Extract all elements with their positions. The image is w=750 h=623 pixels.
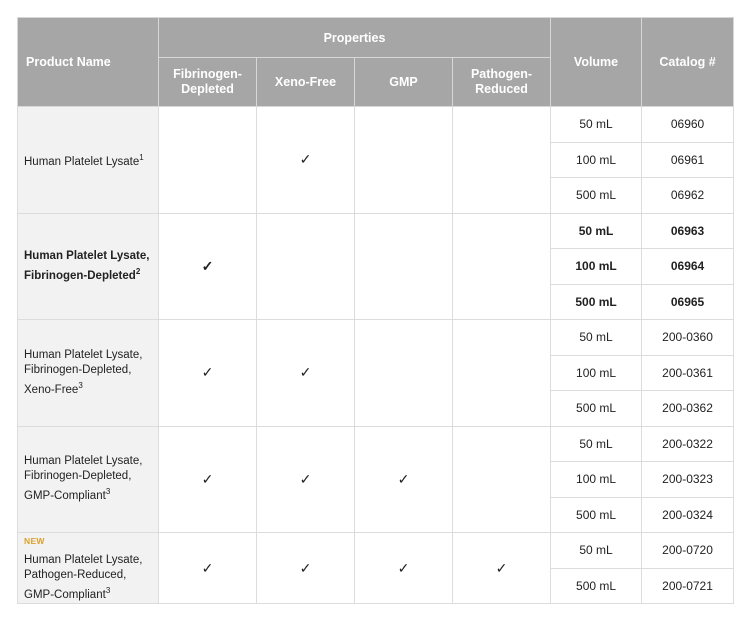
checkmark-icon: ✓ <box>299 364 312 381</box>
product-table-container <box>17 17 734 604</box>
property-cell <box>453 533 551 604</box>
product-name-cell <box>18 533 159 604</box>
footnote-marker: 3 <box>105 487 111 497</box>
property-cell <box>355 426 453 533</box>
checkmark-icon: ✓ <box>495 559 508 576</box>
property-cell <box>159 320 257 427</box>
product-name-line: Human Platelet Lysate, <box>24 455 143 468</box>
volume-cell: 50 mL <box>551 426 642 462</box>
table-row <box>18 320 734 356</box>
header-volume: Volume <box>551 18 642 107</box>
volume-cell: 500 mL <box>551 391 642 427</box>
header-catalog: Catalog # <box>642 18 734 107</box>
volume-cell: 50 mL <box>551 107 642 143</box>
catalog-cell: 200-0323 <box>642 462 734 498</box>
property-cell <box>453 107 551 214</box>
header-properties: Properties <box>159 18 551 58</box>
catalog-cell: 200-0322 <box>642 426 734 462</box>
checkmark-icon: ✓ <box>201 257 214 274</box>
footnote-marker: 1 <box>139 152 144 162</box>
catalog-cell: 200-0360 <box>642 320 734 356</box>
catalog-cell: 06961 <box>642 142 734 178</box>
property-cell <box>257 320 355 427</box>
footnote-marker: 3 <box>105 585 111 595</box>
volume-cell: 50 mL <box>551 533 642 569</box>
checkmark-icon: ✓ <box>299 151 312 168</box>
property-cell <box>453 320 551 427</box>
checkmark-icon: ✓ <box>397 559 410 576</box>
header-fibrinogen-depleted: Fibrinogen- Depleted <box>159 58 257 107</box>
checkmark-icon: ✓ <box>201 559 214 576</box>
property-cell <box>355 213 453 320</box>
volume-cell: 100 mL <box>551 462 642 498</box>
product-name-line: GMP-Compliant <box>24 588 106 601</box>
product-name-line: Human Platelet Lysate <box>24 155 140 168</box>
product-name-line: Fibrinogen-Depleted, <box>24 470 132 483</box>
catalog-cell: 06965 <box>642 284 734 320</box>
volume-cell: 500 mL <box>551 178 642 214</box>
volume-cell: 500 mL <box>551 497 642 533</box>
catalog-cell: 06964 <box>642 249 734 285</box>
footnote-marker: 3 <box>78 380 83 390</box>
product-name-line: Human Platelet Lysate, <box>24 553 143 566</box>
volume-cell: 100 mL <box>551 249 642 285</box>
catalog-cell: 06962 <box>642 178 734 214</box>
product-name-line: Xeno-Free <box>24 383 79 396</box>
property-cell <box>159 533 257 604</box>
catalog-cell: 200-0361 <box>642 355 734 391</box>
property-cell <box>355 320 453 427</box>
product-name-line: Pathogen-Reduced, <box>24 568 127 581</box>
product-name-cell <box>18 213 159 320</box>
header-xeno-free: Xeno-Free <box>257 58 355 107</box>
checkmark-icon: ✓ <box>397 470 410 487</box>
table-row <box>18 213 734 249</box>
catalog-cell: 06963 <box>642 213 734 249</box>
property-cell <box>257 107 355 214</box>
checkmark-icon: ✓ <box>299 470 312 487</box>
new-badge: NEW <box>24 535 45 546</box>
product-name-cell <box>18 426 159 533</box>
checkmark-icon: ✓ <box>201 364 214 381</box>
checkmark-icon: ✓ <box>299 559 312 576</box>
property-cell <box>159 213 257 320</box>
product-name-line: Human Platelet Lysate, <box>24 348 143 361</box>
catalog-cell: 200-0362 <box>642 391 734 427</box>
volume-cell: 100 mL <box>551 142 642 178</box>
table-row <box>18 426 734 462</box>
catalog-cell: 200-0720 <box>642 533 734 569</box>
product-name-cell <box>18 320 159 427</box>
product-name-line: Fibrinogen-Depleted <box>24 269 136 282</box>
header-product-name: Product Name <box>18 18 159 107</box>
volume-cell: 100 mL <box>551 355 642 391</box>
product-table <box>17 17 734 604</box>
header-pathogen-reduced: Pathogen- Reduced <box>453 58 551 107</box>
catalog-cell: 200-0324 <box>642 497 734 533</box>
table-row <box>18 533 734 569</box>
table-row <box>18 107 734 143</box>
product-name-line: Fibrinogen-Depleted, <box>24 363 132 376</box>
property-cell <box>257 213 355 320</box>
property-cell <box>453 213 551 320</box>
table-body <box>18 107 734 604</box>
product-name-line: GMP-Compliant <box>24 490 106 503</box>
property-cell <box>159 426 257 533</box>
property-cell <box>355 533 453 604</box>
product-name-cell <box>18 107 159 214</box>
property-cell <box>257 426 355 533</box>
header-gmp: GMP <box>355 58 453 107</box>
volume-cell: 50 mL <box>551 213 642 249</box>
catalog-cell: 200-0721 <box>642 568 734 604</box>
property-cell <box>257 533 355 604</box>
property-cell <box>159 107 257 214</box>
footnote-marker: 2 <box>135 266 141 276</box>
checkmark-icon: ✓ <box>201 470 214 487</box>
property-cell <box>355 107 453 214</box>
property-cell <box>453 426 551 533</box>
volume-cell: 500 mL <box>551 568 642 604</box>
catalog-cell: 06960 <box>642 107 734 143</box>
volume-cell: 50 mL <box>551 320 642 356</box>
volume-cell: 500 mL <box>551 284 642 320</box>
product-name-line: Human Platelet Lysate, <box>24 249 150 262</box>
